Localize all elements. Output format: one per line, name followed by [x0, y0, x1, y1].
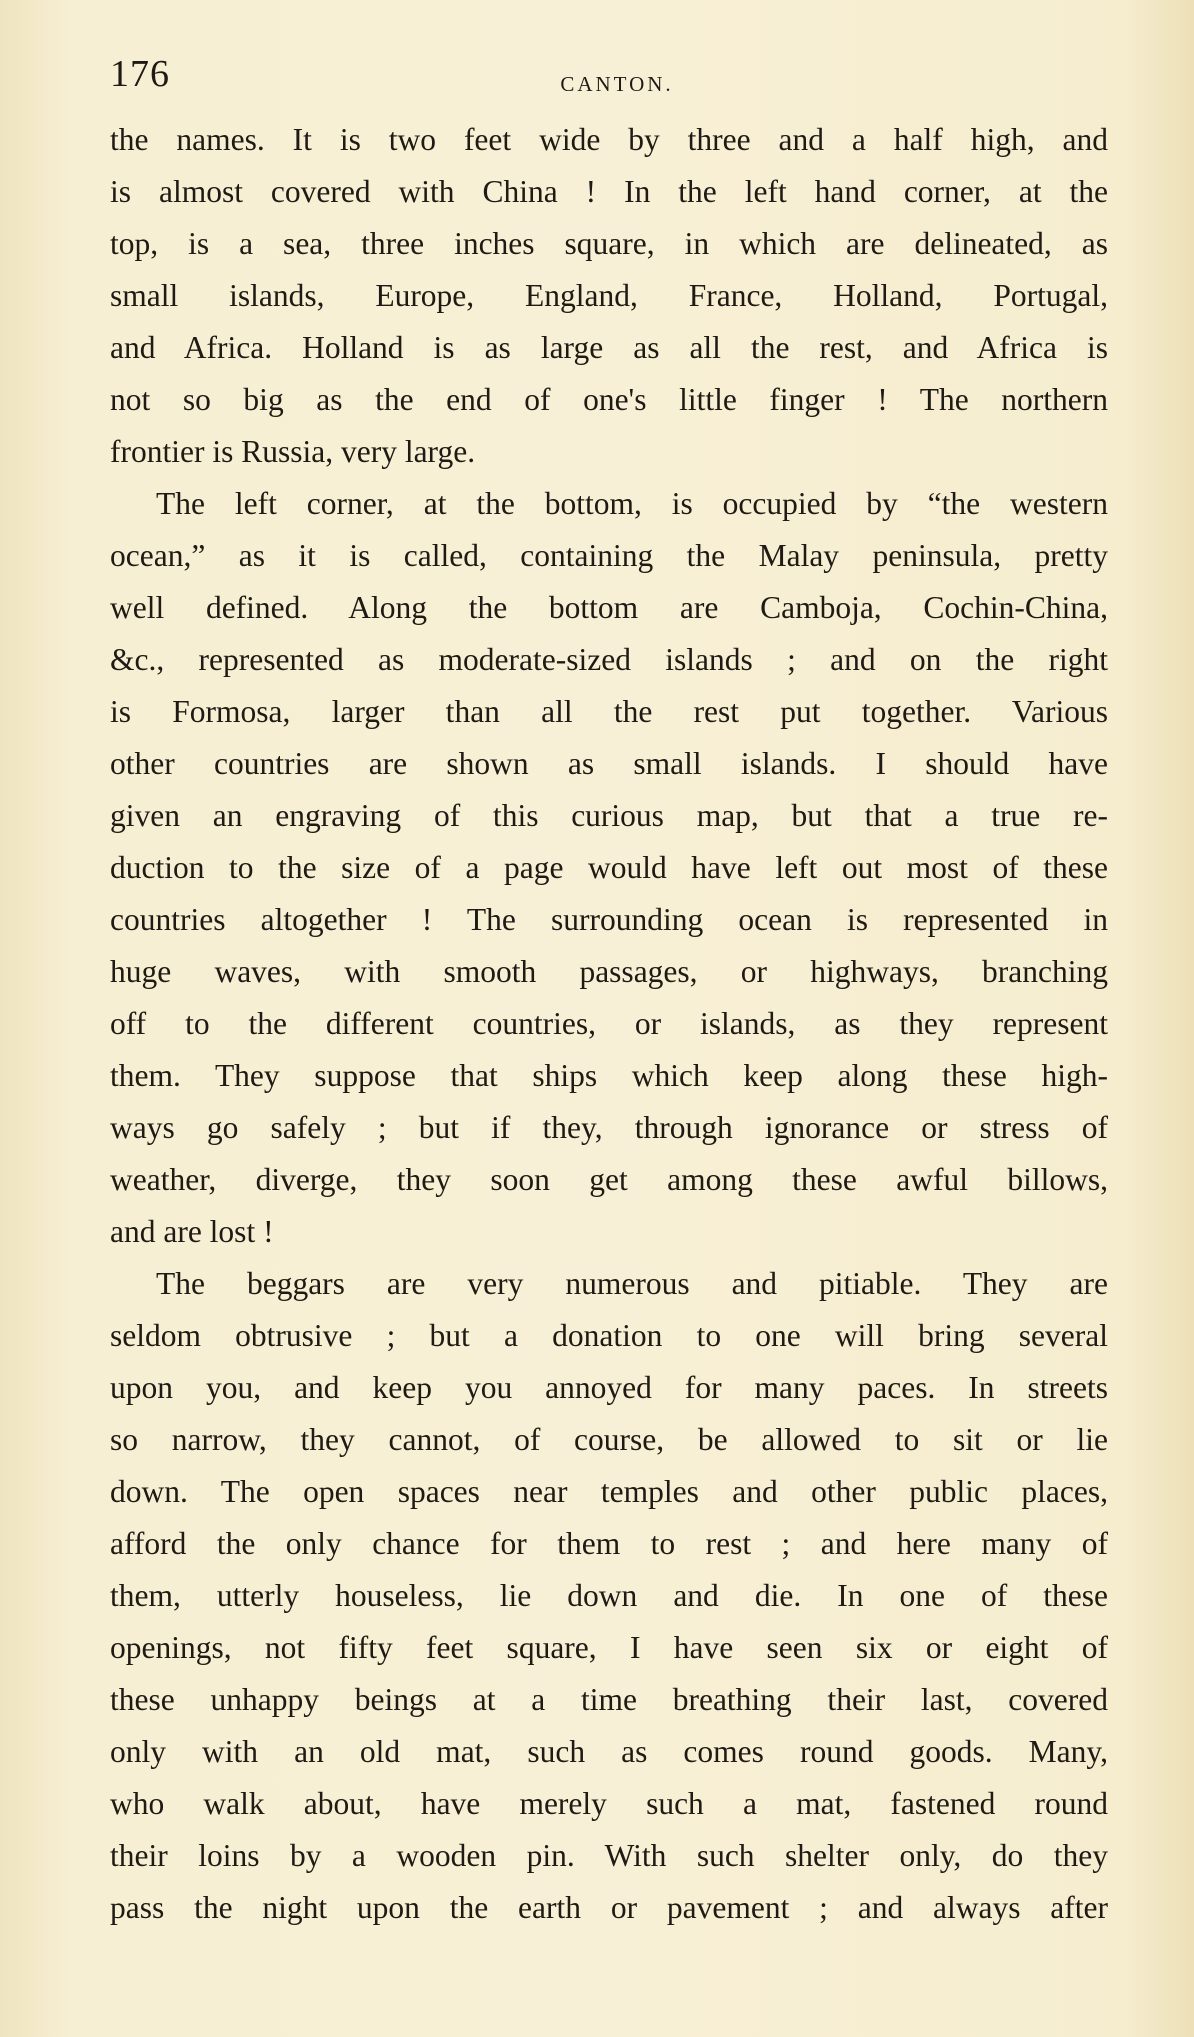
body-text — [110, 114, 1108, 1934]
text-line: well defined. Along the bottom are Camboja, Cochin-China, — [110, 590, 1108, 625]
text-line: and Africa. Holland is as large as all the rest, and Africa is — [110, 330, 1108, 365]
text-line: huge waves, with smooth passages, or highways, branching — [110, 954, 1108, 989]
text-line: pass the night upon the earth or pavement ; and always after — [110, 1890, 1108, 1925]
text-line: down. The open spaces near temples and other public places, — [110, 1474, 1108, 1509]
text-line: their loins by a wooden pin. With such shelter only, do they — [110, 1838, 1108, 1873]
text-line: and are lost ! — [110, 1214, 274, 1249]
text-line: seldom obtrusive ; but a donation to one will bring several — [110, 1318, 1108, 1353]
text-line: countries altogether ! The surrounding ocean is represented in — [110, 902, 1108, 937]
text-line: off to the different countries, or islands, as they represent — [110, 1006, 1108, 1041]
text-line: these unhappy beings at a time breathing their last, covered — [110, 1682, 1108, 1717]
text-line: who walk about, have merely such a mat, fastened round — [110, 1786, 1108, 1821]
running-title: CANTON. — [560, 72, 674, 96]
text-line: top, is a sea, three inches square, in which are delineated, as — [110, 226, 1108, 261]
text-line: only with an old mat, such as comes round goods. Many, — [110, 1734, 1108, 1769]
text-line: so narrow, they cannot, of course, be allowed to sit or lie — [110, 1422, 1108, 1457]
text-line: upon you, and keep you annoyed for many paces. In streets — [110, 1370, 1108, 1405]
text-line: frontier is Russia, very large. — [110, 434, 476, 469]
text-line: is almost covered with China ! In the left hand corner, at the — [110, 174, 1108, 209]
text-line: is Formosa, larger than all the rest put together. Various — [110, 694, 1108, 729]
text-line: given an engraving of this curious map, but that a true re- — [110, 798, 1108, 833]
text-line: ways go safely ; but if they, through ignorance or stress of — [110, 1110, 1108, 1145]
text-line: The left corner, at the bottom, is occupied by “the western — [156, 486, 1108, 521]
text-line: openings, not fifty feet square, I have seen six or eight of — [110, 1630, 1108, 1665]
text-line: ocean,” as it is called, containing the Malay peninsula, pretty — [110, 538, 1108, 573]
text-line: other countries are shown as small islands. I should have — [110, 746, 1108, 781]
running-head — [110, 52, 1094, 102]
text-line: small islands, Europe, England, France, Holland, Portugal, — [110, 278, 1108, 313]
text-line: duction to the size of a page would have left out most of these — [110, 850, 1108, 885]
text-line: The beggars are very numerous and pitiable. They are — [156, 1266, 1108, 1301]
text-line: the names. It is two feet wide by three and a half high, and — [110, 122, 1108, 157]
page-number: 176 — [110, 53, 170, 95]
text-line: them. They suppose that ships which keep along these high- — [110, 1058, 1108, 1093]
text-line: weather, diverge, they soon get among these awful billows, — [110, 1162, 1108, 1197]
text-line: afford the only chance for them to rest ; and here many of — [110, 1526, 1108, 1561]
text-line: &c., represented as moderate-sized islands ; and on the right — [110, 642, 1108, 677]
text-line: them, utterly houseless, lie down and die. In one of these — [110, 1578, 1108, 1613]
text-line: not so big as the end of one's little finger ! The northern — [110, 382, 1108, 417]
